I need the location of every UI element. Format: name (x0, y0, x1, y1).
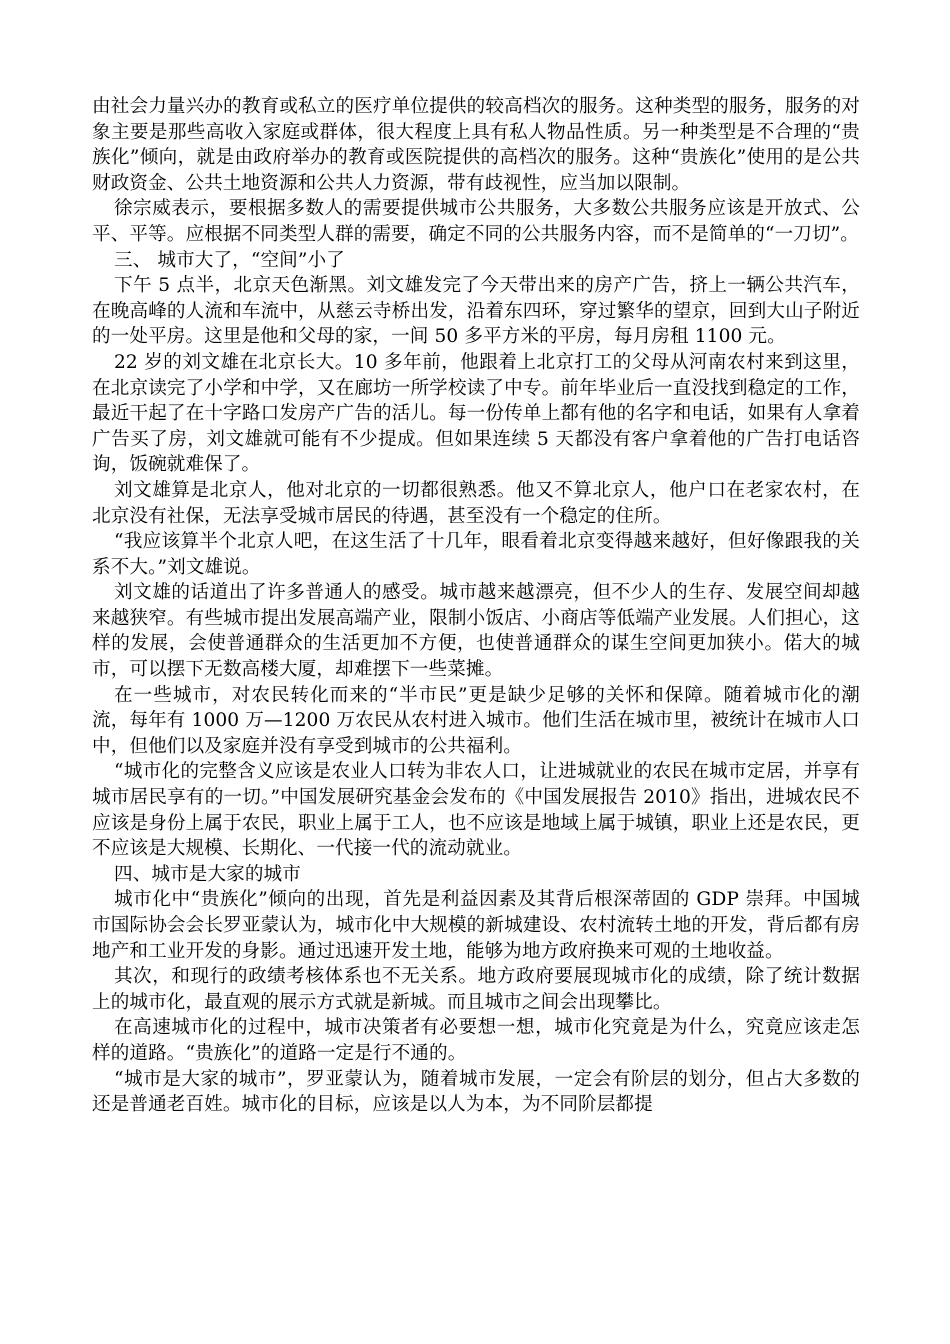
paragraph-gdp-worship: 城市化中“贵族化”倾向的出现，首先是利益因素及其背后根深蒂固的 GDP 崇拜。中国城市国际协会会长罗亚蒙认为，城市化中大规模的新城建设、农村流转土地的开发，背后都有房地产和工业开发的身影。通过迅速开发土地，能够为地方政府换来可观的土地收益。 (92, 889, 860, 962)
paragraph-xu-zongwei: 徐宗威表示，要根据多数人的需要提供城市公共服务，大多数公共服务应该是开放式、公平、平等。应根据不同类型人群的需要，确定不同的公共服务内容，而不是简单的“一刀切”。 (92, 198, 860, 245)
paragraph-liu-background: 22 岁的刘文雄在北京长大。10 多年前，他跟着上北京打工的父母从河南农村来到这里，在北京读完了小学和中学，又在廊坊一所学校读了中专。前年毕业后一直没找到稳定的工作，最近干起了在十字路口发房产广告的活儿。每一份传单上都有他的名字和电话，如果有人拿着广告买了房，刘文雄就可能有不少提成。但如果连续 5 天都没有客户拿着他的广告打电话咨询，饭碗就难保了。 (92, 351, 860, 476)
paragraph-evening-commute: 下午 5 点半，北京天色渐黑。刘文雄发完了今天带出来的房产广告，挤上一辆公共汽车，在晚高峰的人流和车流中，从慈云寺桥出发，沿着东四环，穿过繁华的望京，回到大山子附近的一处平房。这里是他和父母的家，一间 50 多平方米的平房，每月房租 1100 元。 (92, 275, 860, 348)
paragraph-liu-quote: “我应该算半个北京人吧，在这生活了十几年，眼看着北京变得越来越好，但好像跟我的关系不大。”刘文雄说。 (92, 531, 860, 578)
paragraph-city-for-all: “城市是大家的城市”，罗亚蒙认为，随着城市发展，一定会有阶层的划分，但占大多数的还是普通老百姓。城市化的目标，应该是以人为本，为不同阶层都提 (92, 1068, 860, 1116)
paragraph-liu-identity: 刘文雄算是北京人，他对北京的一切都很熟悉。他又不算北京人，他户口在老家农村，在北京没有社保，无法享受城市居民的待遇，甚至没有一个稳定的住所。 (92, 479, 860, 527)
paragraph-semi-citizens: 在一些城市，对农民转化而来的“半市民”更是缺少足够的关怀和保障。随着城市化的潮流，每年有 1000 万—1200 万农民从农村进入城市。他们生活在城市里，被统计在城市人口中，但他们以及家庭并没有享受到城市的公共福利。 (92, 684, 860, 757)
section-heading-four: 四、城市是大家的城市 (114, 863, 301, 885)
paragraph-decision-makers: 在高速城市化的过程中，城市决策者有必要想一想，城市化究竟是为什么，究竟应该走怎样的道路。“贵族化”的道路一定是行不通的。 (92, 1017, 860, 1064)
paragraph-continuation: 由社会力量兴办的教育或私立的医疗单位提供的较高档次的服务。这种类型的服务，服务的对象主要是那些高收入家庭或群体，很大程度上具有私人物品性质。另一种类型是不合理的“贵族化”倾向，就是由政府举办的教育或医院提供的高档次的服务。这种“贵族化”使用的是公共财政资金、公共土地资源和公共人力资源，带有歧视性，应当加以限制。 (92, 96, 860, 194)
paragraph-development-report: “城市化的完整含义应该是农业人口转为非农人口，让进城就业的农民在城市定居，并享有城市居民享有的一切。”中国发展研究基金会发布的《中国发展报告 2010》指出，进城农民不应该是身份上属于农民，职业上属于工人，也不应该是地域上属于城镇，职业上还是农民，更不应该是大规模、长期化、一代接一代的流动就业。 (92, 761, 860, 860)
paragraph-common-feeling: 刘文雄的话道出了许多普通人的感受。城市越来越漂亮，但不少人的生存、发展空间却越来越狭窄。有些城市提出发展高端产业，限制小饭店、小商店等低端产业发展。人们担心，这样的发展，会使普通群众的生活更加不方便，也使普通群众的谋生空间更加狭小。偌大的城市，可以摆下无数高楼大厦，却难摆下一些菜摊。 (92, 582, 860, 681)
document-page (92, 94, 860, 1118)
paragraph-performance-evaluation: 其次，和现行的政绩考核体系也不无关系。地方政府要展现城市化的成绩，除了统计数据上的城市化，最直观的展示方式就是新城。而且城市之间会出现攀比。 (92, 966, 860, 1013)
section-heading-three: 三、 城市大了，“空间”小了 (114, 249, 345, 271)
